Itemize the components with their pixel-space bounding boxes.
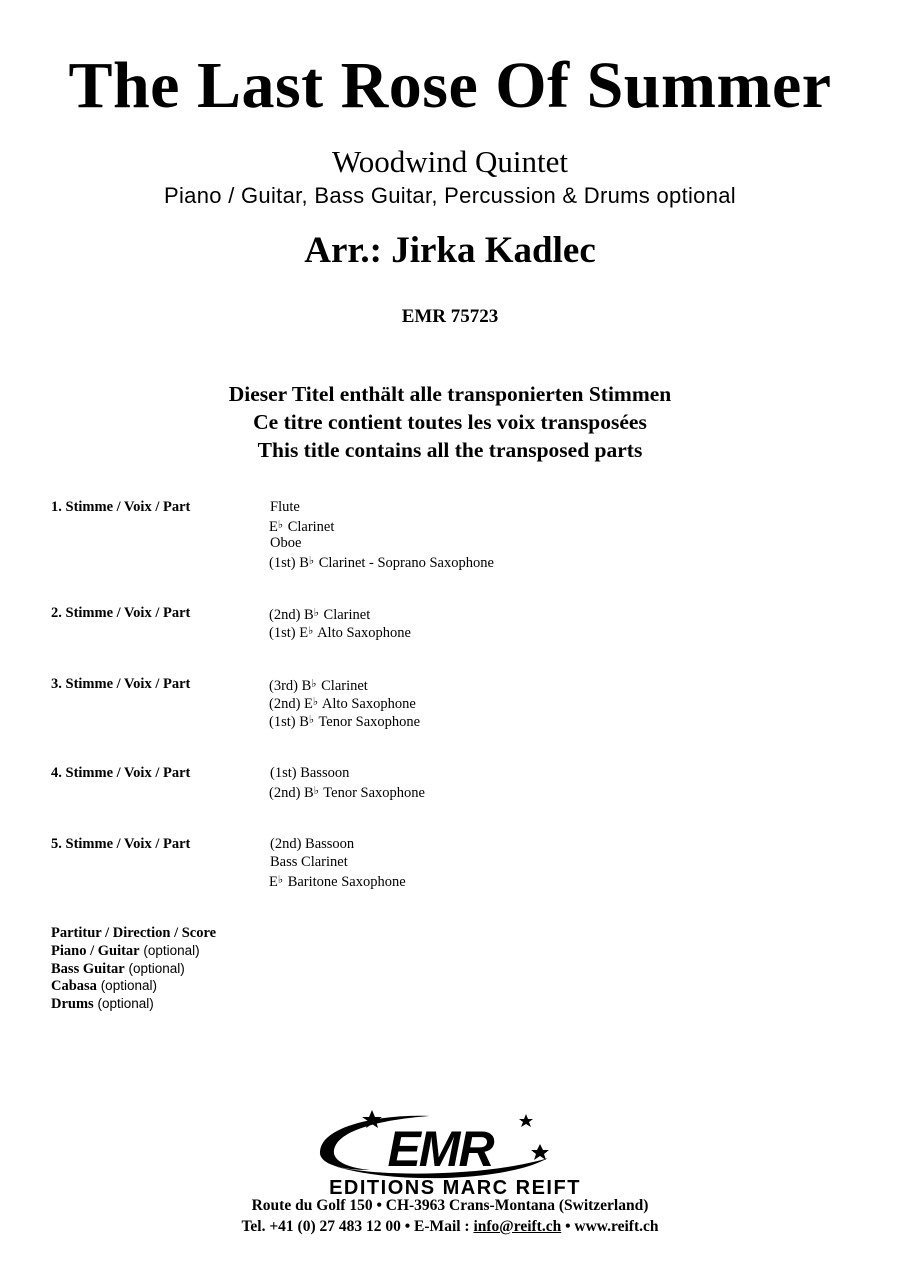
notice-line-english: This title contains all the transposed parts [257, 438, 643, 462]
instrument-item: (1st) B♭ Tenor Saxophone [269, 711, 420, 729]
extra-part-item: Bass Guitar (optional) [51, 960, 185, 977]
instrument-item: (1st) E♭ Alto Saxophone [269, 622, 411, 640]
flat-icon: ♭ [277, 874, 284, 886]
flat-icon: ♭ [313, 785, 319, 797]
instrument-item: (1st) B♭ Clarinet - Soprano Saxophone [269, 552, 494, 570]
instrument-item: (2nd) Bassoon [270, 836, 355, 852]
instrumentation-line: Piano / Guitar, Bass Guitar, Percussion & Drums optional [164, 183, 736, 208]
page-title: The Last Rose Of Summer [68, 49, 832, 122]
part-5-instruments [269, 835, 406, 889]
publisher-logo [290, 1106, 620, 1198]
instrument-item: (2nd) B♭ Tenor Saxophone [269, 782, 425, 800]
extra-part-item: Drums (optional) [51, 995, 154, 1012]
instrument-item: (2nd) E♭ Alto Saxophone [269, 693, 420, 711]
instrument-item: (3rd) B♭ Clarinet [269, 675, 420, 693]
part-3-label: 3. Stimme / Voix / Part [51, 676, 191, 692]
publisher-contact: Tel. +41 (0) 27 483 12 00 • E-Mail : info@reift.ch • www.reift.ch [241, 1218, 659, 1235]
publisher-address: Route du Golf 150 • CH-3963 Crans-Montana (Switzerland) [251, 1197, 649, 1214]
notice-line-french: Ce titre contient toutes les voix transposées [253, 410, 647, 434]
notice-line-german: Dieser Titel enthält alle transponierten Stimmen [228, 382, 672, 406]
publisher-name: EDITIONS MARC REIFT [329, 1177, 581, 1198]
part-3-instruments [269, 675, 420, 729]
arranger: Arr.: Jirka Kadlec [304, 230, 596, 271]
instrument-item: Flute [270, 499, 300, 515]
extra-part-item: Partitur / Direction / Score [51, 925, 217, 941]
flat-icon: ♭ [312, 696, 319, 708]
instrument-item: Bass Clarinet [270, 854, 348, 870]
instrument-item: E♭ Baritone Saxophone [269, 871, 406, 889]
part-1-instruments [269, 498, 494, 570]
extra-part-item: Piano / Guitar (optional) [51, 943, 200, 960]
transposed-parts-notice [0, 380, 900, 464]
part-4-instruments [269, 764, 425, 800]
instrument-item: (2nd) B♭ Clarinet [269, 604, 411, 622]
svg-text:EMR: EMR [387, 1121, 493, 1177]
instrument-item: E♭ Clarinet [269, 516, 494, 534]
flat-icon: ♭ [308, 555, 315, 567]
part-1-label: 1. Stimme / Voix / Part [51, 499, 191, 515]
subtitle: Woodwind Quintet [331, 144, 568, 179]
part-2-instruments [269, 604, 411, 640]
flat-icon: ♭ [277, 519, 284, 531]
instrument-item: (1st) Bassoon [270, 765, 350, 781]
flat-icon: ♭ [311, 678, 317, 690]
email-link[interactable]: info@reift.ch [473, 1218, 562, 1235]
part-5-label: 5. Stimme / Voix / Part [51, 836, 191, 852]
catalog-number: EMR 75723 [401, 306, 499, 327]
part-2-label: 2. Stimme / Voix / Part [51, 605, 191, 621]
part-4-label: 4. Stimme / Voix / Part [51, 765, 191, 781]
extra-parts-list [51, 925, 216, 1012]
flat-icon: ♭ [308, 714, 315, 726]
emr-logo-icon [320, 1110, 549, 1178]
flat-icon: ♭ [313, 607, 319, 619]
instrument-item: Oboe [270, 535, 302, 551]
extra-part-item: Cabasa (optional) [51, 978, 157, 995]
flat-icon: ♭ [308, 625, 314, 637]
